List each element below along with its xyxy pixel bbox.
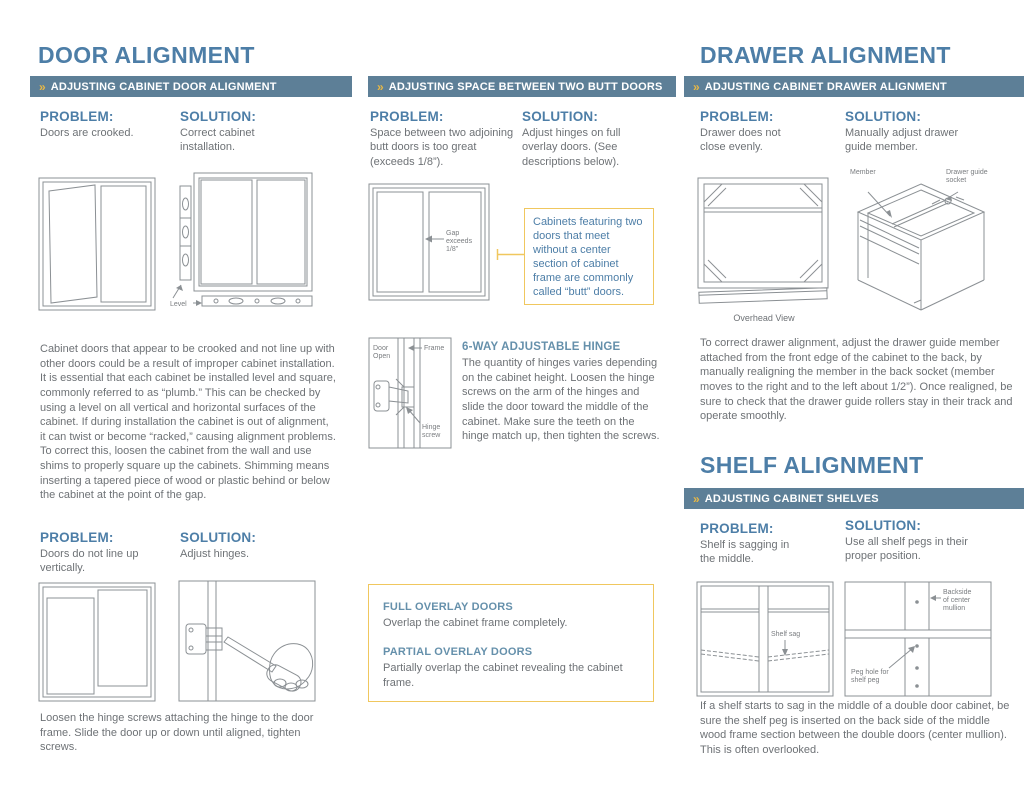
door-open-label-line2: Open (373, 353, 391, 360)
peg-label-line2: shelf peg (851, 677, 880, 684)
double-chevron-icon: » (39, 79, 45, 94)
gap-label-line3: 1/8” (446, 246, 459, 253)
sagging-shelf-cabinet (697, 582, 833, 696)
member-arrowhead (886, 210, 892, 218)
hinge-screw-label-line2: screw (422, 432, 441, 439)
problem-label-butt: PROBLEM: (370, 109, 444, 124)
gap-label-line1: Gap (446, 230, 460, 237)
problem-text-butt: Space between two adjoining butt doors is too great (exceeds 1/8”). (370, 127, 514, 168)
level-pointer-arrowhead (196, 300, 202, 306)
peg-arrowhead (908, 646, 915, 653)
peg-hole (915, 600, 919, 604)
problem-label-shelf: PROBLEM: (700, 521, 774, 536)
mullion-label-line3: mullion (943, 605, 966, 612)
cabinet-frame (39, 178, 155, 310)
socket-label-line2: socket (946, 177, 967, 184)
shelf-sag-label: Shelf sag (771, 631, 801, 638)
shelf-alignment-title: SHELF ALIGNMENT (700, 452, 924, 478)
gap-label-line2: exceeds (446, 238, 473, 245)
full-overlay-heading: FULL OVERLAY DOORS (383, 601, 513, 613)
peg-hole (915, 666, 919, 670)
solution-label-shelf: SOLUTION: (845, 518, 922, 533)
problem-label: PROBLEM: (40, 109, 114, 124)
problem-label-2: PROBLEM: (40, 530, 114, 545)
section-bar-shelf (684, 488, 1024, 509)
section-bar-door (30, 76, 352, 97)
crooked-doors-diagram (38, 177, 156, 311)
mullion-label-line1: Backside (943, 589, 972, 596)
partial-overlay-heading: PARTIAL OVERLAY DOORS (383, 646, 533, 658)
mullion-label-line2: of center (943, 597, 971, 604)
section-bar-shelf-label: ADJUSTING CABINET SHELVES (704, 492, 879, 505)
solution-label-butt: SOLUTION: (522, 109, 599, 124)
overhead-cabinet (698, 178, 828, 303)
double-chevron-icon: » (693, 491, 699, 506)
hinge-screw-label-line1: Hinge (422, 424, 441, 431)
overhead-view-diagram (695, 170, 833, 310)
frame-arrowhead (408, 345, 414, 351)
door-open-label-line1: Door (373, 345, 389, 352)
shelf-body: If a shelf starts to sag in the middle of a double door cabinet, be sure the shelf peg is inserted on the back side of the middle wood frame section between the double doors (center mullion). This is often overlooked. (700, 700, 1010, 756)
section-bar-butt-doors-label: ADJUSTING SPACE BETWEEN TWO BUTT DOORS (388, 80, 663, 93)
level-label: Level (170, 301, 187, 308)
screwdriver-hinge-diagram (178, 580, 316, 702)
problem-text-shelf: Shelf is sagging in the middle. (700, 539, 790, 566)
drawer-alignment-title: DRAWER ALIGNMENT (700, 42, 951, 68)
mullion-arrowhead (930, 595, 936, 601)
shelf-sag-diagram (695, 580, 835, 698)
problem-label-drawer: PROBLEM: (700, 109, 774, 124)
cabinet-with-level (173, 173, 312, 306)
butt-doors-callout: Cabinets featuring two doors that meet without a center section of cabinet frame are commonly called “butt” doors. (524, 208, 654, 305)
door-body-2: Loosen the hinge screws attaching the hinge to the door frame. Slide the door up or down until aligned, tighten screws. (40, 712, 314, 754)
full-overlay-body: Overlap the cabinet frame completely. (383, 617, 568, 629)
double-chevron-icon: » (377, 79, 383, 94)
member-label: Member (850, 169, 876, 176)
six-way-hinge-heading: 6-WAY ADJUSTABLE HINGE (462, 341, 621, 353)
peg-hole (915, 684, 919, 688)
solution-label-2: SOLUTION: (180, 530, 257, 545)
overhead-view-caption: Overhead View (733, 313, 795, 323)
overlay-doors-box (368, 584, 654, 702)
hinge-and-hand (179, 581, 315, 701)
six-way-hinge-body: The quantity of hinges varies depending on the cabinet height. Loosen the hinge screws on the arm of the hinges and slide the door toward the middle of the cabinet. Make sure the teeth on the hinge match up, then tighten the screws. (462, 357, 660, 443)
section-bar-drawer (684, 76, 1024, 97)
solution-text-butt: Adjust hinges on full overlay doors. (See descriptions below). (522, 127, 621, 168)
section-bar-butt-doors (368, 76, 676, 97)
solution-text: Correct cabinet installation. (180, 127, 255, 154)
socket-label-line1: Drawer guide (946, 169, 988, 176)
section-bar-door-label: ADJUSTING CABINET DOOR ALIGNMENT (50, 80, 277, 93)
solution-text-drawer: Manually adjust drawer guide member. (845, 127, 959, 154)
solution-text-shelf: Use all shelf pegs in their proper position. (845, 536, 968, 563)
section-bar-drawer-label: ADJUSTING CABINET DRAWER ALIGNMENT (704, 80, 947, 93)
peg-hole (915, 644, 919, 648)
peg-label-line1: Peg hole for (851, 669, 889, 676)
cabinet-3d (858, 184, 984, 310)
solution-text-2: Adjust hinges. (180, 548, 250, 560)
callout-connector-line (496, 248, 525, 261)
hinge-detail-diagram (368, 337, 452, 449)
double-chevron-icon: » (693, 79, 699, 94)
partial-overlay-body: Partially overlap the cabinet revealing the cabinet frame. (383, 662, 623, 689)
drawer-cabinet-3d-diagram (842, 162, 1000, 320)
misaligned-doors (39, 583, 155, 701)
butt-doors-gap-diagram (368, 183, 490, 301)
problem-text-2: Doors do not line up vertically. (40, 548, 139, 575)
door-body-1: Cabinet doors that appear to be crooked and not line up with other doors could be a result of improper cabinet installation. It is essential that each cabinet be installed level and square, commonly referred to as “plumb.” This can be checked by using a level on all vertical and horizontal surfaces of the cabinet. If during installation the cabinet is out of alignment, it can twist or become “racked,” causing alignment problems. To correct this, loosen the cabinet from the wall and use shims to properly square up the cabinets. Shimming means inserting a tapered piece of wood or plastic behind or below the cabinet at the point of the gap. (40, 343, 336, 502)
solution-label-drawer: SOLUTION: (845, 109, 922, 124)
drawer-body: To correct drawer alignment, adjust the drawer guide member attached from the front edge of the cabinet to the back, by manually realigning the member in the back socket (member moves to the right and to the left about 1/2”). Once realigned, be sure to check that the drawer guide rollers stay in their track and operate smoothly. (700, 337, 1013, 423)
problem-text: Doors are crooked. (40, 127, 134, 139)
solution-label: SOLUTION: (180, 109, 257, 124)
level-arrowhead (176, 285, 183, 291)
door-alignment-title: DOOR ALIGNMENT (38, 42, 255, 68)
misaligned-doors-diagram (38, 582, 156, 702)
peg-hole-diagram (843, 580, 993, 698)
frame-label: Frame (424, 345, 445, 352)
level-cabinet-diagram (170, 170, 320, 314)
problem-text-drawer: Drawer does not close evenly. (700, 127, 781, 154)
